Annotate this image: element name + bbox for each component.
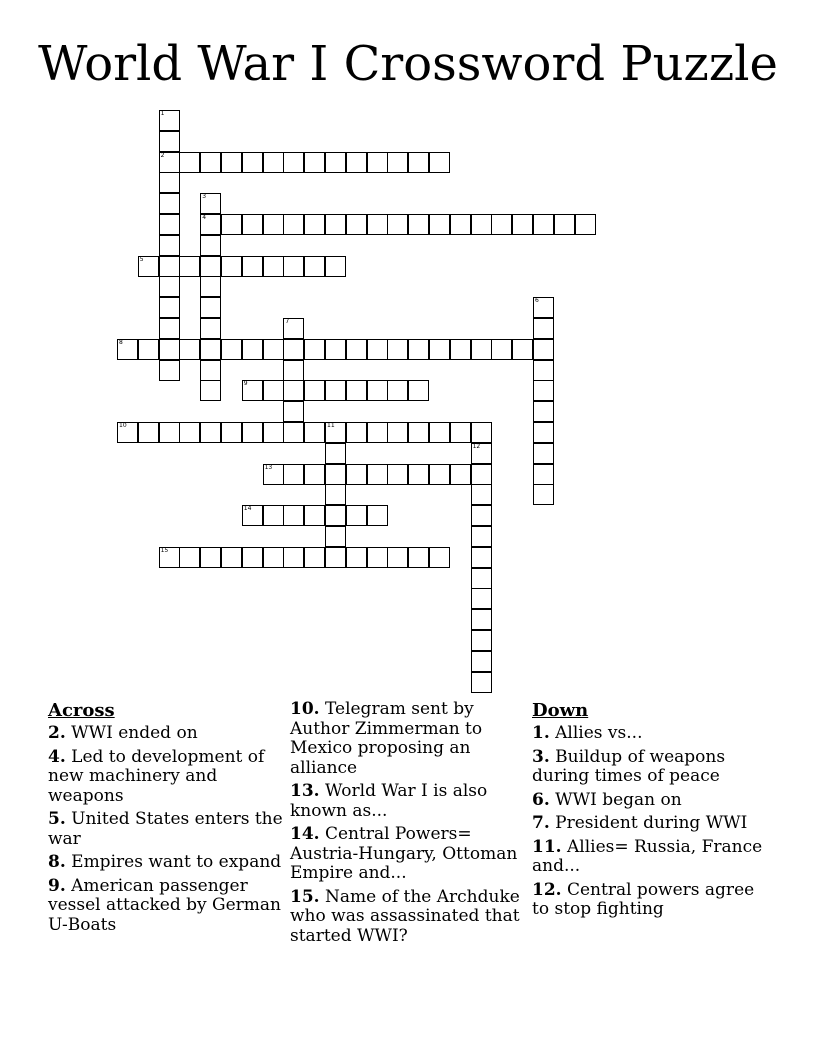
grid-cell[interactable] xyxy=(533,318,554,339)
grid-cell[interactable] xyxy=(450,214,471,235)
grid-cell[interactable] xyxy=(200,214,221,235)
grid-cell[interactable] xyxy=(283,547,304,568)
grid-cell[interactable] xyxy=(263,256,284,277)
grid-cell[interactable] xyxy=(325,547,346,568)
grid-cell[interactable] xyxy=(242,214,263,235)
grid-cell[interactable] xyxy=(533,380,554,401)
grid-cell[interactable] xyxy=(325,339,346,360)
grid-cell[interactable] xyxy=(138,339,159,360)
clue-across-15: 15. Name of the Archduke who was assassinated that started WWI? xyxy=(290,886,520,946)
grid-cell[interactable] xyxy=(200,193,221,214)
cell-number: 12 xyxy=(472,442,481,450)
clue-down-1: 1. Allies vs... xyxy=(532,723,643,743)
grid-cell[interactable] xyxy=(159,214,180,235)
clue-down-7: 7. President during WWI xyxy=(532,813,748,833)
grid-cell[interactable] xyxy=(387,214,408,235)
across-clues-column-2 xyxy=(290,700,530,950)
grid-cell[interactable] xyxy=(283,360,304,381)
grid-cell[interactable] xyxy=(159,235,180,256)
grid-cell[interactable] xyxy=(242,339,263,360)
grid-cell[interactable] xyxy=(471,422,492,443)
grid-cell[interactable] xyxy=(242,547,263,568)
grid-cell[interactable] xyxy=(242,505,263,526)
clue-across-8: 8. Empires want to expand xyxy=(48,852,282,872)
grid-cell[interactable] xyxy=(325,484,346,505)
grid-cell[interactable] xyxy=(283,422,304,443)
grid-cell[interactable] xyxy=(159,110,180,131)
grid-cell[interactable] xyxy=(346,464,367,485)
grid-cell[interactable] xyxy=(408,214,429,235)
grid-cell[interactable] xyxy=(471,464,492,485)
grid-cell[interactable] xyxy=(367,152,388,173)
grid-cell[interactable] xyxy=(117,422,138,443)
grid-cell[interactable] xyxy=(242,380,263,401)
clue-down-6: 6. WWI began on xyxy=(532,789,682,810)
grid-cell[interactable] xyxy=(533,464,554,485)
grid-cell[interactable] xyxy=(429,339,450,360)
grid-cell[interactable] xyxy=(179,256,200,277)
grid-cell[interactable] xyxy=(159,152,180,173)
grid-cell[interactable] xyxy=(408,464,429,485)
cell-number: 15 xyxy=(160,546,169,554)
grid-cell[interactable] xyxy=(283,318,304,339)
cell-number: 11 xyxy=(327,422,335,429)
grid-cell[interactable] xyxy=(242,256,263,277)
grid-cell[interactable] xyxy=(325,464,346,485)
grid-cell[interactable] xyxy=(242,152,263,173)
grid-cell[interactable] xyxy=(367,339,388,360)
clue-across-13: 13. World War I is also known as... xyxy=(290,781,488,821)
grid-cell[interactable] xyxy=(138,422,159,443)
grid-cell[interactable] xyxy=(346,214,367,235)
grid-cell[interactable] xyxy=(367,422,388,443)
clue-across-14: 14. Central Powers= Austria-Hungary, Ottoman Empire and... xyxy=(290,824,518,883)
grid-cell[interactable] xyxy=(304,152,325,173)
grid-cell[interactable] xyxy=(304,505,325,526)
grid-cell[interactable] xyxy=(179,547,200,568)
grid-cell[interactable] xyxy=(387,380,408,401)
grid-cell[interactable] xyxy=(221,256,242,277)
grid-cell[interactable] xyxy=(387,422,408,443)
grid-cell[interactable] xyxy=(283,339,304,360)
grid-cell[interactable] xyxy=(512,214,533,235)
grid-cell[interactable] xyxy=(346,547,367,568)
grid-cell[interactable] xyxy=(200,547,221,568)
grid-cell[interactable] xyxy=(471,609,492,630)
cell-number: 14 xyxy=(243,505,252,513)
grid-cell[interactable] xyxy=(346,152,367,173)
grid-cell[interactable] xyxy=(429,464,450,485)
grid-cell[interactable] xyxy=(179,152,200,173)
grid-cell[interactable] xyxy=(117,339,138,360)
grid-cell[interactable] xyxy=(263,339,284,360)
grid-cell[interactable] xyxy=(159,276,180,297)
grid-cell[interactable] xyxy=(179,422,200,443)
grid-cell[interactable] xyxy=(367,380,388,401)
grid-cell[interactable] xyxy=(408,547,429,568)
grid-cell[interactable] xyxy=(179,339,200,360)
grid-cell[interactable] xyxy=(221,422,242,443)
grid-cell[interactable] xyxy=(159,547,180,568)
grid-cell[interactable] xyxy=(283,505,304,526)
grid-cell[interactable] xyxy=(512,339,533,360)
grid-cell[interactable] xyxy=(200,318,221,339)
grid-cell[interactable] xyxy=(159,339,180,360)
grid-cell[interactable] xyxy=(533,443,554,464)
grid-cell[interactable] xyxy=(263,422,284,443)
cell-number: 2 xyxy=(160,151,165,159)
grid-cell[interactable] xyxy=(450,339,471,360)
grid-cell[interactable] xyxy=(325,443,346,464)
grid-cell[interactable] xyxy=(159,256,180,277)
grid-cell[interactable] xyxy=(263,380,284,401)
clue-down-11: 11. Allies= Russia, France and... xyxy=(532,836,763,876)
grid-cell[interactable] xyxy=(450,422,471,443)
grid-cell[interactable] xyxy=(554,214,575,235)
grid-cell[interactable] xyxy=(200,339,221,360)
grid-cell[interactable] xyxy=(471,214,492,235)
cell-number: 3 xyxy=(202,193,207,201)
cell-number: 10 xyxy=(119,422,127,429)
grid-cell[interactable] xyxy=(283,152,304,173)
grid-cell[interactable] xyxy=(283,401,304,422)
grid-cell[interactable] xyxy=(367,214,388,235)
grid-cell[interactable] xyxy=(471,505,492,526)
grid-cell[interactable] xyxy=(533,297,554,318)
grid-cell[interactable] xyxy=(304,214,325,235)
cell-number: 9 xyxy=(243,380,248,388)
grid-cell[interactable] xyxy=(263,464,284,485)
grid-cell[interactable] xyxy=(304,547,325,568)
grid-cell[interactable] xyxy=(471,672,492,693)
grid-cell[interactable] xyxy=(325,256,346,277)
grid-cell[interactable] xyxy=(533,422,554,443)
grid-cell[interactable] xyxy=(471,547,492,568)
page-title: World War I Crossword Puzzle xyxy=(38,36,778,92)
grid-cell[interactable] xyxy=(346,380,367,401)
grid-cell[interactable] xyxy=(471,630,492,651)
clue-down-12: 12. Central powers agree to stop fighting xyxy=(532,879,755,919)
grid-cell[interactable] xyxy=(533,401,554,422)
grid-cell[interactable] xyxy=(325,422,346,443)
cell-number: 8 xyxy=(119,338,123,346)
grid-cell[interactable] xyxy=(304,380,325,401)
grid-cell[interactable] xyxy=(159,131,180,152)
grid-cell[interactable] xyxy=(138,256,159,277)
cell-number: 4 xyxy=(202,214,207,221)
grid-cell[interactable] xyxy=(159,297,180,318)
grid-cell[interactable] xyxy=(429,547,450,568)
grid-cell[interactable] xyxy=(221,339,242,360)
grid-cell[interactable] xyxy=(200,360,221,381)
grid-cell[interactable] xyxy=(471,651,492,672)
grid-cell[interactable] xyxy=(200,235,221,256)
grid-cell[interactable] xyxy=(325,505,346,526)
grid-cell[interactable] xyxy=(471,484,492,505)
grid-cell[interactable] xyxy=(408,152,429,173)
grid-cell[interactable] xyxy=(200,380,221,401)
grid-cell[interactable] xyxy=(387,547,408,568)
grid-cell[interactable] xyxy=(471,568,492,589)
grid-cell[interactable] xyxy=(221,214,242,235)
grid-cell[interactable] xyxy=(200,256,221,277)
grid-cell[interactable] xyxy=(263,547,284,568)
grid-cell[interactable] xyxy=(304,339,325,360)
cell-number: 7 xyxy=(285,318,290,325)
clue-across-10: 10. Telegram sent by Author Zimmerman to Mexico proposing an alliance xyxy=(290,699,483,778)
grid-cell[interactable] xyxy=(533,484,554,505)
grid-cell[interactable] xyxy=(533,339,554,360)
grid-cell[interactable] xyxy=(263,152,284,173)
cell-number: 13 xyxy=(264,463,273,471)
grid-cell[interactable] xyxy=(159,422,180,443)
cell-number: 6 xyxy=(535,297,539,305)
grid-cell[interactable] xyxy=(471,339,492,360)
clue-down-3: 3. Buildup of weapons during times of peace xyxy=(532,746,726,786)
grid-cell[interactable] xyxy=(367,547,388,568)
grid-cell[interactable] xyxy=(408,422,429,443)
grid-cell[interactable] xyxy=(283,464,304,485)
grid-cell[interactable] xyxy=(221,547,242,568)
grid-cell[interactable] xyxy=(367,505,388,526)
grid-cell[interactable] xyxy=(408,380,429,401)
grid-cell[interactable] xyxy=(491,339,512,360)
clue-across-4: 4. Led to development of new machinery and weapons xyxy=(48,746,265,806)
grid-cell[interactable] xyxy=(471,443,492,464)
grid-cell[interactable] xyxy=(346,339,367,360)
clue-across-9: 9. American passenger vessel attacked by German U-Boats xyxy=(48,875,281,935)
grid-cell[interactable] xyxy=(346,422,367,443)
grid-cell[interactable] xyxy=(575,214,596,235)
grid-cell[interactable] xyxy=(408,339,429,360)
across-clues-column-1 xyxy=(48,700,283,939)
grid-cell[interactable] xyxy=(491,214,512,235)
grid-cell[interactable] xyxy=(200,276,221,297)
grid-cell[interactable] xyxy=(283,256,304,277)
grid-cell[interactable] xyxy=(533,214,554,235)
grid-cell[interactable] xyxy=(367,464,388,485)
grid-cell[interactable] xyxy=(159,193,180,214)
grid-cell[interactable] xyxy=(450,464,471,485)
clue-across-2: 2. WWI ended on xyxy=(48,723,198,743)
grid-cell[interactable] xyxy=(533,360,554,381)
grid-cell[interactable] xyxy=(387,152,408,173)
grid-cell[interactable] xyxy=(325,526,346,547)
grid-cell[interactable] xyxy=(325,380,346,401)
grid-cell[interactable] xyxy=(221,152,242,173)
grid-cell[interactable] xyxy=(263,505,284,526)
grid-cell[interactable] xyxy=(200,422,221,443)
grid-cell[interactable] xyxy=(200,297,221,318)
grid-cell[interactable] xyxy=(387,464,408,485)
grid-cell[interactable] xyxy=(429,214,450,235)
clue-across-5: 5. United States enters the war xyxy=(48,809,283,849)
grid-cell[interactable] xyxy=(263,214,284,235)
grid-cell[interactable] xyxy=(429,152,450,173)
grid-cell[interactable] xyxy=(325,214,346,235)
down-heading: Down xyxy=(532,700,589,721)
cell-number: 1 xyxy=(160,110,165,117)
grid-cell[interactable] xyxy=(159,360,180,381)
grid-cell[interactable] xyxy=(387,339,408,360)
grid-cell[interactable] xyxy=(304,256,325,277)
grid-cell[interactable] xyxy=(283,380,304,401)
grid-cell[interactable] xyxy=(159,318,180,339)
grid-cell[interactable] xyxy=(200,152,221,173)
grid-cell[interactable] xyxy=(429,422,450,443)
grid-cell[interactable] xyxy=(346,505,367,526)
across-heading: Across xyxy=(48,700,115,721)
grid-cell[interactable] xyxy=(283,214,304,235)
grid-cell[interactable] xyxy=(159,172,180,193)
grid-cell[interactable] xyxy=(471,588,492,609)
grid-cell[interactable] xyxy=(242,422,263,443)
cell-number: 5 xyxy=(139,255,144,263)
grid-cell[interactable] xyxy=(304,422,325,443)
down-clues-column xyxy=(532,700,772,924)
grid-cell[interactable] xyxy=(325,152,346,173)
grid-cell[interactable] xyxy=(471,526,492,547)
grid-cell[interactable] xyxy=(304,464,325,485)
